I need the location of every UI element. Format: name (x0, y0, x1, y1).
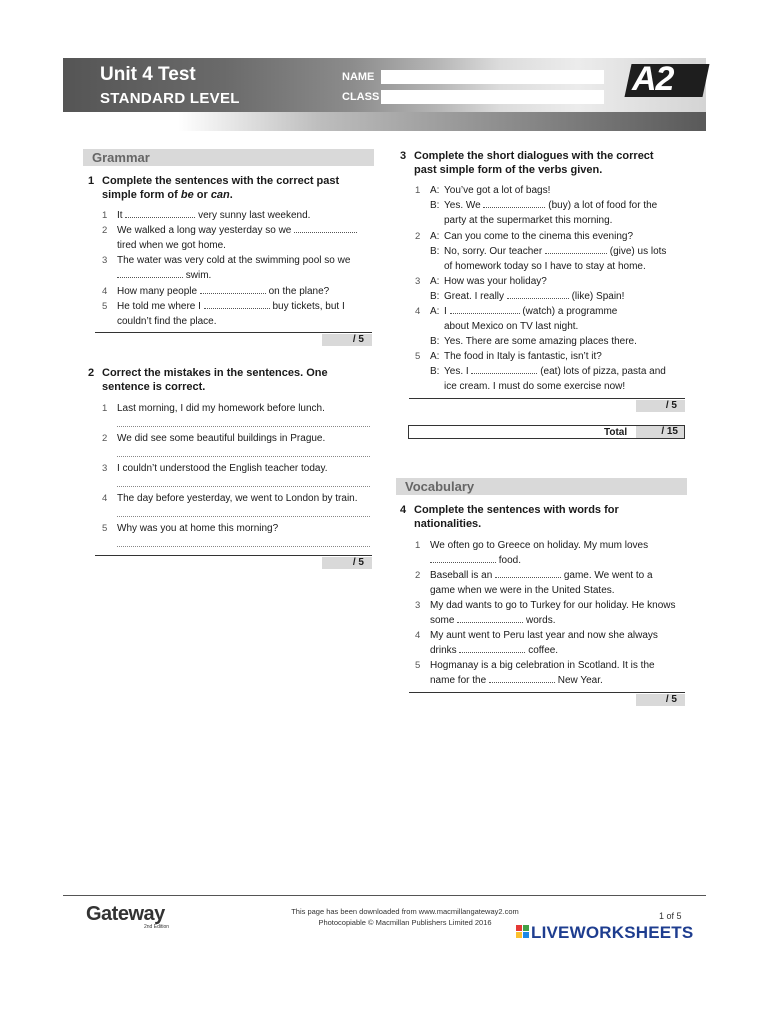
grammar-heading: Grammar (83, 149, 374, 166)
liveworksheets-icon (516, 925, 530, 939)
item-text: game. We went to a (563, 570, 653, 581)
q4-item-2 (415, 568, 692, 598)
footer-divider (63, 895, 706, 896)
question-number: 1 (88, 175, 95, 187)
divider (95, 555, 372, 556)
item-number: 1 (415, 540, 421, 551)
item-text: The water was very cold at the swimming pool so we (117, 255, 351, 266)
answer-blank[interactable] (483, 198, 545, 208)
speaker-a: A: (430, 306, 440, 317)
item-number: 3 (415, 276, 421, 287)
answer-blank[interactable] (495, 568, 561, 578)
item-text: No, sorry. Our teacher (444, 246, 543, 257)
answer-blank[interactable] (430, 553, 496, 563)
item-number: 4 (415, 630, 421, 641)
item-text: some (430, 615, 455, 626)
speaker-b: B: (430, 246, 440, 257)
q1-item-3 (102, 253, 372, 283)
q3-dialogue-3 (415, 274, 690, 304)
item-text: game when we were in the United States. (430, 585, 615, 596)
question-number: 4 (400, 504, 407, 516)
item-text: about Mexico on TV last night. (444, 321, 579, 332)
item-number: 3 (102, 255, 108, 266)
answer-blank[interactable] (294, 223, 357, 233)
question-1-title (88, 174, 377, 202)
item-number: 5 (415, 351, 421, 362)
answer-blank[interactable] (125, 208, 195, 218)
total-score: / 15 (636, 426, 684, 438)
level-title: STANDARD LEVEL (100, 90, 240, 107)
item-number: 5 (415, 660, 421, 671)
q1-item-4 (102, 284, 372, 299)
answer-blank[interactable] (507, 289, 569, 299)
item-text: ice cream. I must do some exercise now! (444, 381, 626, 392)
item-number: 1 (102, 210, 108, 221)
item-text: New Year. (557, 675, 603, 686)
speaker-b: B: (430, 336, 440, 347)
level-badge-text: A2 (632, 60, 674, 98)
q2-item-2 (102, 431, 372, 446)
q1-score: / 5 (322, 334, 372, 346)
item-number: 4 (102, 286, 108, 297)
answer-line[interactable] (117, 425, 370, 427)
page-number: 1 of 5 (659, 911, 682, 921)
q3-dialogue-5 (415, 349, 695, 394)
item-text: We walked a long way yesterday so we (117, 225, 292, 236)
item-text: Why was you at home this morning? (117, 523, 279, 534)
item-number: 5 (102, 301, 108, 312)
item-text: (like) Spain! (571, 291, 625, 302)
title-emphasis-be: be (180, 189, 194, 201)
item-number: 2 (415, 570, 421, 581)
answer-blank[interactable] (459, 643, 525, 653)
item-text: (buy) a lot of food for the (548, 200, 658, 211)
item-text: Great. I really (444, 291, 505, 302)
answer-blank[interactable] (204, 299, 270, 309)
item-text: (watch) a programme (522, 306, 618, 317)
unit-title: Unit 4 Test (100, 64, 196, 85)
item-text: The food in Italy is fantastic, isn’t it? (444, 351, 602, 362)
q1-item-1 (102, 208, 372, 223)
item-text: couldn’t find the place. (117, 316, 217, 327)
question-2-title (88, 366, 377, 394)
item-text: He told me where I (117, 301, 201, 312)
question-number: 2 (88, 367, 95, 379)
vocabulary-heading: Vocabulary (396, 478, 687, 495)
item-text: We did see some beautiful buildings in Prague. (117, 433, 326, 444)
item-text: The day before yesterday, we went to London by train. (117, 493, 358, 504)
item-text: Yes. I (444, 366, 469, 377)
item-text: My dad wants to go to Turkey for our holiday. He knows (430, 600, 676, 611)
item-text: Yes. There are some amazing places there. (444, 336, 637, 347)
item-number: 1 (102, 403, 108, 414)
answer-blank[interactable] (489, 673, 555, 683)
answer-line[interactable] (117, 485, 370, 487)
question-3-title (400, 149, 694, 177)
total-label: Total (604, 427, 628, 438)
divider (95, 332, 372, 333)
q2-item-5 (102, 521, 372, 536)
item-text: swim. (185, 270, 212, 281)
item-text: on the plane? (268, 286, 330, 297)
class-field[interactable] (381, 90, 604, 104)
answer-line[interactable] (117, 545, 370, 547)
item-text: words. (526, 615, 556, 626)
title-line: Correct the mistakes in the sentences. One (102, 367, 328, 379)
title-line: nationalities. (414, 518, 482, 530)
item-text: We often go to Greece on holiday. My mum loves (430, 540, 649, 551)
title-text: simple form of (102, 189, 181, 201)
q3-dialogue-2 (415, 229, 695, 274)
item-text: I (444, 306, 447, 317)
speaker-b: B: (430, 200, 440, 211)
item-number: 4 (415, 306, 421, 317)
item-number: 2 (102, 433, 108, 444)
item-text: It (117, 210, 123, 221)
item-text: Baseball is an (430, 570, 493, 581)
item-text: You’ve got a lot of bags! (444, 185, 551, 196)
title-line: Complete the short dialogues with the correct (414, 150, 654, 162)
item-text: food. (498, 555, 522, 566)
item-text: (eat) lots of pizza, pasta and (540, 366, 666, 377)
speaker-a: A: (430, 231, 440, 242)
title-emphasis-can: can (210, 189, 230, 201)
q2-item-3 (102, 461, 372, 476)
item-text: Last morning, I did my homework before lunch. (117, 403, 325, 414)
name-label: NAME (342, 71, 375, 83)
title-line: Complete the sentences with the correct past (102, 175, 340, 187)
item-text: very sunny last weekend. (198, 210, 311, 221)
q2-item-4 (102, 491, 377, 506)
q4-item-5 (415, 658, 692, 688)
item-text: How many people (117, 286, 198, 297)
title-text: or (193, 189, 211, 201)
question-4-title (400, 503, 694, 531)
speaker-a: A: (430, 185, 440, 196)
title-line: sentence is correct. (102, 381, 206, 393)
speaker-b: B: (430, 366, 440, 377)
q4-score: / 5 (636, 694, 685, 706)
q4-item-4 (415, 628, 692, 658)
item-text: drinks (430, 645, 457, 656)
answer-blank[interactable] (450, 304, 520, 314)
title-line: Complete the sentences with words for (414, 504, 619, 516)
speaker-a: A: (430, 351, 440, 362)
item-text: Hogmanay is a big celebration in Scotland. It is the (430, 660, 655, 671)
speaker-a: A: (430, 276, 440, 287)
item-text: How was your holiday? (444, 276, 547, 287)
divider (409, 692, 685, 693)
liveworksheets-logo[interactable]: LIVEWORKSHEETS (531, 923, 694, 942)
item-text: of homework today so I have to stay at home. (444, 261, 646, 272)
header-band (63, 112, 706, 131)
item-text: coffee. (528, 645, 559, 656)
footer-copyright: Photocopiable © Macmillan Publishers Limited 2016 (318, 918, 492, 927)
name-field[interactable] (381, 70, 604, 84)
answer-blank[interactable] (545, 244, 607, 254)
item-number: 2 (415, 231, 421, 242)
item-text: party at the supermarket this morning. (444, 215, 613, 226)
q3-dialogue-4 (415, 304, 690, 349)
item-text: Can you come to the cinema this evening? (444, 231, 633, 242)
speaker-b: B: (430, 291, 440, 302)
item-number: 3 (102, 463, 108, 474)
q3-dialogue-1 (415, 183, 690, 228)
answer-blank[interactable] (457, 613, 523, 623)
q4-item-1 (415, 538, 692, 568)
item-number: 4 (102, 493, 108, 504)
divider (409, 398, 685, 399)
title-line: past simple form of the verbs given. (414, 164, 603, 176)
q1-item-5 (102, 299, 372, 329)
item-text: I couldn’t understood the English teacher today. (117, 463, 328, 474)
answer-blank[interactable] (117, 268, 183, 278)
item-text: name for the (430, 675, 487, 686)
item-number: 3 (415, 600, 421, 611)
class-label: CLASS (342, 91, 380, 103)
answer-line[interactable] (117, 455, 370, 457)
answer-blank[interactable] (471, 364, 537, 374)
q2-item-1 (102, 401, 372, 416)
title-text: . (229, 189, 233, 201)
question-number: 3 (400, 150, 407, 162)
item-text: buy tickets, but I (272, 301, 345, 312)
item-text: (give) us lots (609, 246, 667, 257)
title-line (102, 188, 377, 202)
gateway-logo: Gateway (86, 903, 165, 925)
item-text: My aunt went to Peru last year and now she always (430, 630, 658, 641)
q1-item-2 (102, 223, 372, 253)
q4-item-3 (415, 598, 695, 628)
gateway-edition: 2nd Edition (144, 924, 170, 930)
footer-source: This page has been downloaded from www.macmillangateway2.com (291, 907, 519, 916)
answer-line[interactable] (117, 515, 370, 517)
item-number: 1 (415, 185, 421, 196)
q2-score: / 5 (322, 557, 372, 569)
answer-blank[interactable] (200, 284, 266, 294)
item-number: 5 (102, 523, 108, 534)
item-number: 2 (102, 225, 108, 236)
q3-score: / 5 (636, 400, 685, 412)
item-text: tired when we got home. (117, 240, 226, 251)
item-text: Yes. We (444, 200, 481, 211)
